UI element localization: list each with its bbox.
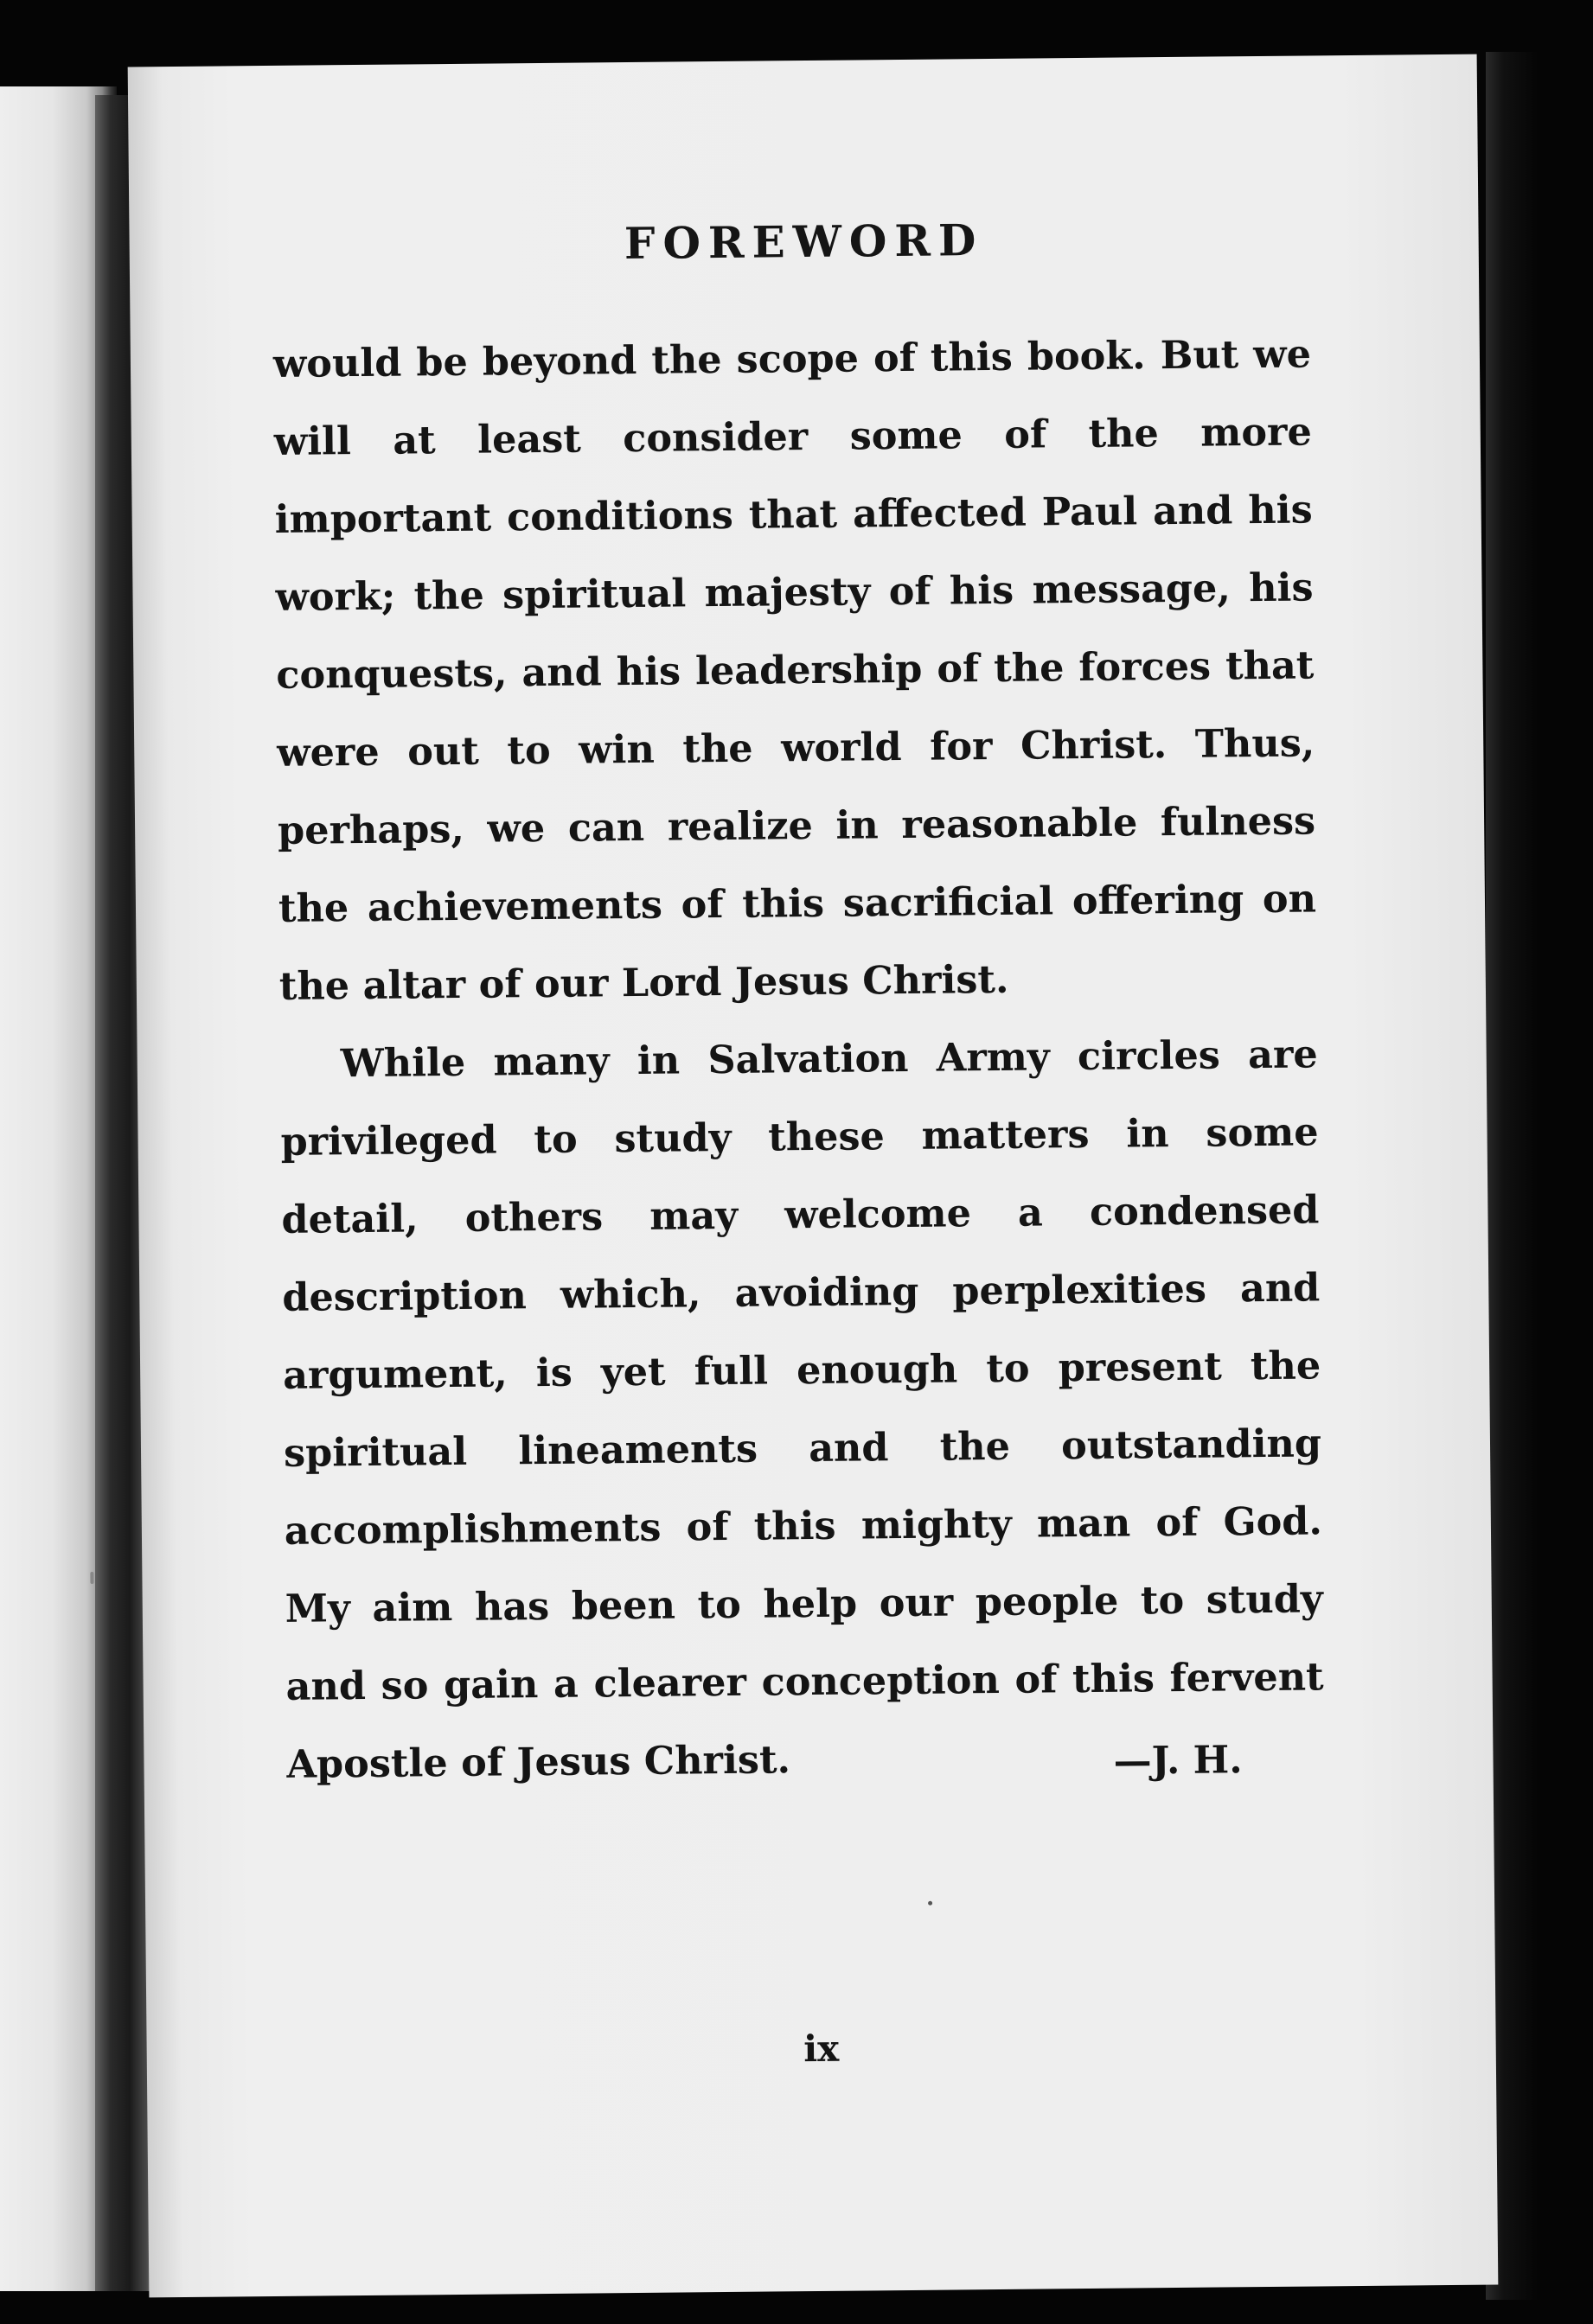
paragraph: While many in Salvation Army circles are privileged to study these matters in some detail, others may welcome a condensed description which, avoiding perplexities and argument, is yet full enough to present the spiritual lineaments and the outstanding accomplishments of this mighty man of God. My aim has been to help our people to study and so gain a clearer conception of this fervent Apostle of Jesus Christ. bbox=[280, 1031, 1324, 1787]
paper-speck bbox=[928, 1901, 932, 1906]
author-signature: —J. H. bbox=[1113, 1738, 1243, 1784]
book-page bbox=[128, 54, 1499, 2298]
paragraph-continued: would be beyond the scope of this book. But we will at least consider some of the more important conditions that affected Paul and his work; the spiritual majesty of his message, his conquests, and his leadership of the forces that were out to win the world for Christ. Thus, perhaps, we can realize in reasonable fulness the achievements of this sacrificial offering on the altar of our Lord Jesus Christ. bbox=[272, 331, 1317, 1009]
body-text bbox=[273, 315, 1325, 1803]
page-number: ix bbox=[803, 2027, 840, 2071]
running-heading: FOREWORD bbox=[624, 214, 984, 270]
paper-speck bbox=[90, 1572, 93, 1584]
